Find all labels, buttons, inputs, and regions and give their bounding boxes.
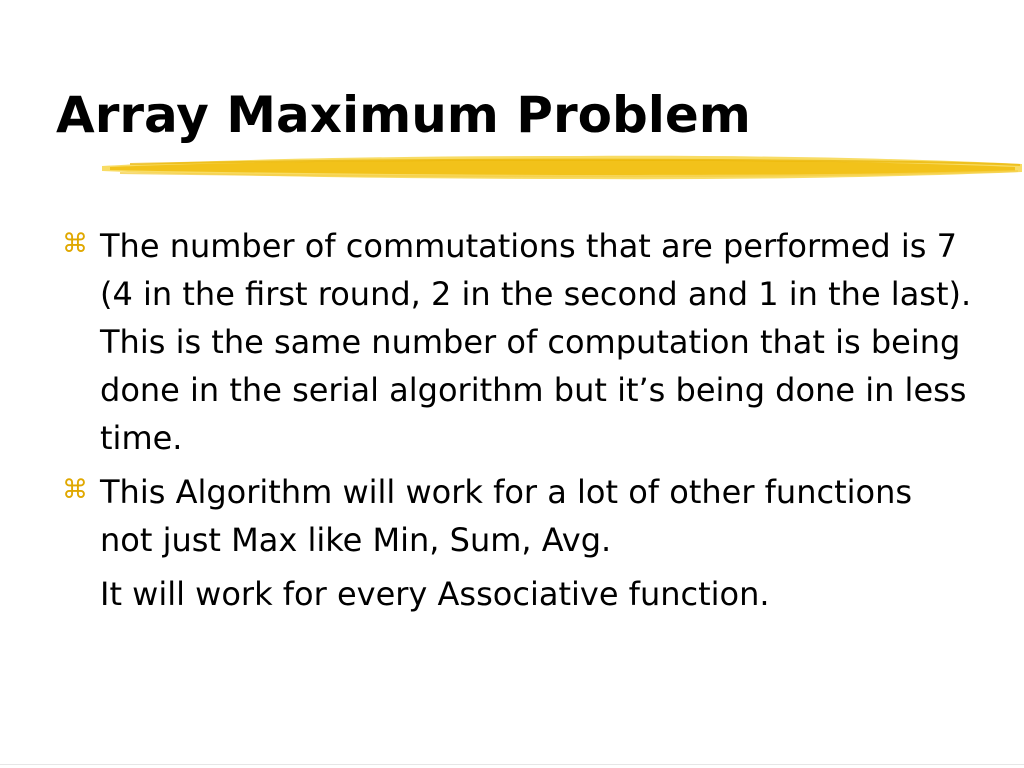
continuation-text: It will work for every Associative function. [100,575,770,613]
slide-body [62,222,972,618]
command-key-icon: ⌘ [62,475,88,505]
bullet-item [62,222,972,462]
slide-title: Array Maximum Problem [56,86,751,144]
command-key-icon: ⌘ [62,229,88,259]
title-underline-brush-stroke [100,150,1024,186]
bullet-text: This Algorithm will work for a lot of other functions not just Max like Min, Sum, Avg. [100,473,913,559]
bullet-text: The number of commutations that are performed is 7 (4 in the first round, 2 in the second and 1 in the last). This is the same number of computation that is being done in the serial algorithm but it’s being done in less time. [100,227,972,457]
bottom-divider [0,764,1024,765]
bullet-item [62,468,972,564]
